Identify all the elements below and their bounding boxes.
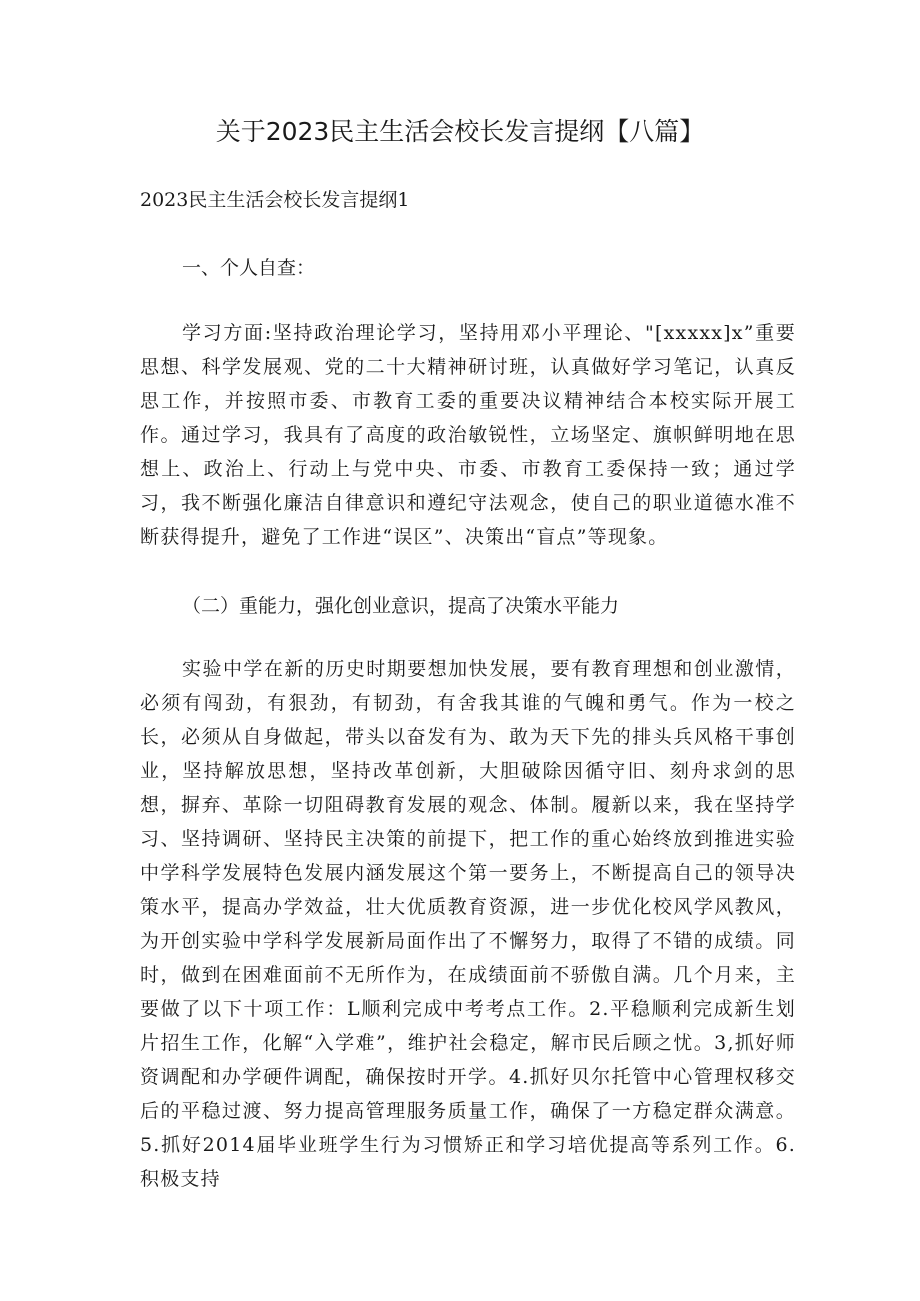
document-subtitle: 2023民主生活会校长发言提纲1 — [140, 189, 410, 211]
document-title: 关于2023民主生活会校长发言提纲【八篇】 — [215, 117, 705, 146]
section-heading-self-check: 一、个人自查： — [182, 257, 316, 279]
paragraph-ability: 实验中学在新的历史时期要想加快发展，要有教育理想和创业激情，必须有闯劲，有狠劲，有韧劲，有舍我其谁的气魄和勇气。作为一校之长，必须从自身做起，带头以奋发有为、敢为天下先的排头兵风格干事创业，坚持解放思想，坚持改革创新，大胆破除因循守旧、刻舟求剑的思想，摒弃、革除一切阻碍教育发展的观念、体制。履新以来，我在坚持学习、坚持调研、坚持民主决策的前提下，把工作的重心始终放到推进实验中学科学发展特色发展内涵发展这个第一要务上，不断提高自己的领导决策水平，提高办学效益，壮大优质教育资源，进一步优化校风学风教风，为开创实验中学科学发展新局面作出了不懈努力，取得了不错的成绩。同时，做到在困难面前不无所作为，在成绩面前不骄傲自满。几个月来，主要做了以下十项工作：L顺利完成中考考点工作。2.平稳顺利完成新生划片招生工作，化解“入学难”，维护社会稳定，解市民后顾之忧。3,抓好师资调配和办学硬件调配，确保按时开学。4.抓好贝尔托管中心管理权移交后的平稳过渡、努力提高管理服务质量工作，确保了一方稳定群众满意。5.抓好2014届毕业班学生行为习惯矫正和学习培优提高等系列工作。6.积极支持 — [140, 658, 796, 1190]
section-heading-ability: （二）重能力，强化创业意识，提高了决策水平能力 — [182, 595, 620, 617]
paragraph-study: 学习方面:坚持政治理论学习，坚持用邓小平理论、"[xxxxx]x”重要思想、科学发展观、党的二十大精神研讨班，认真做好学习笔记，认真反思工作，并按照市委、市教育工委的重要决议精神结合本校实际开展工作。通过学习，我具有了高度的政治敏锐性，立场坚定、旗帜鲜明地在思想上、政治上、行动上与党中央、市委、市教育工委保持一致；通过学习，我不断强化廉洁自律意识和遵纪守法观念，使自己的职业道德水准不断获得提升，避免了工作进“误区”、决策出“盲点”等现象。 — [140, 322, 796, 548]
